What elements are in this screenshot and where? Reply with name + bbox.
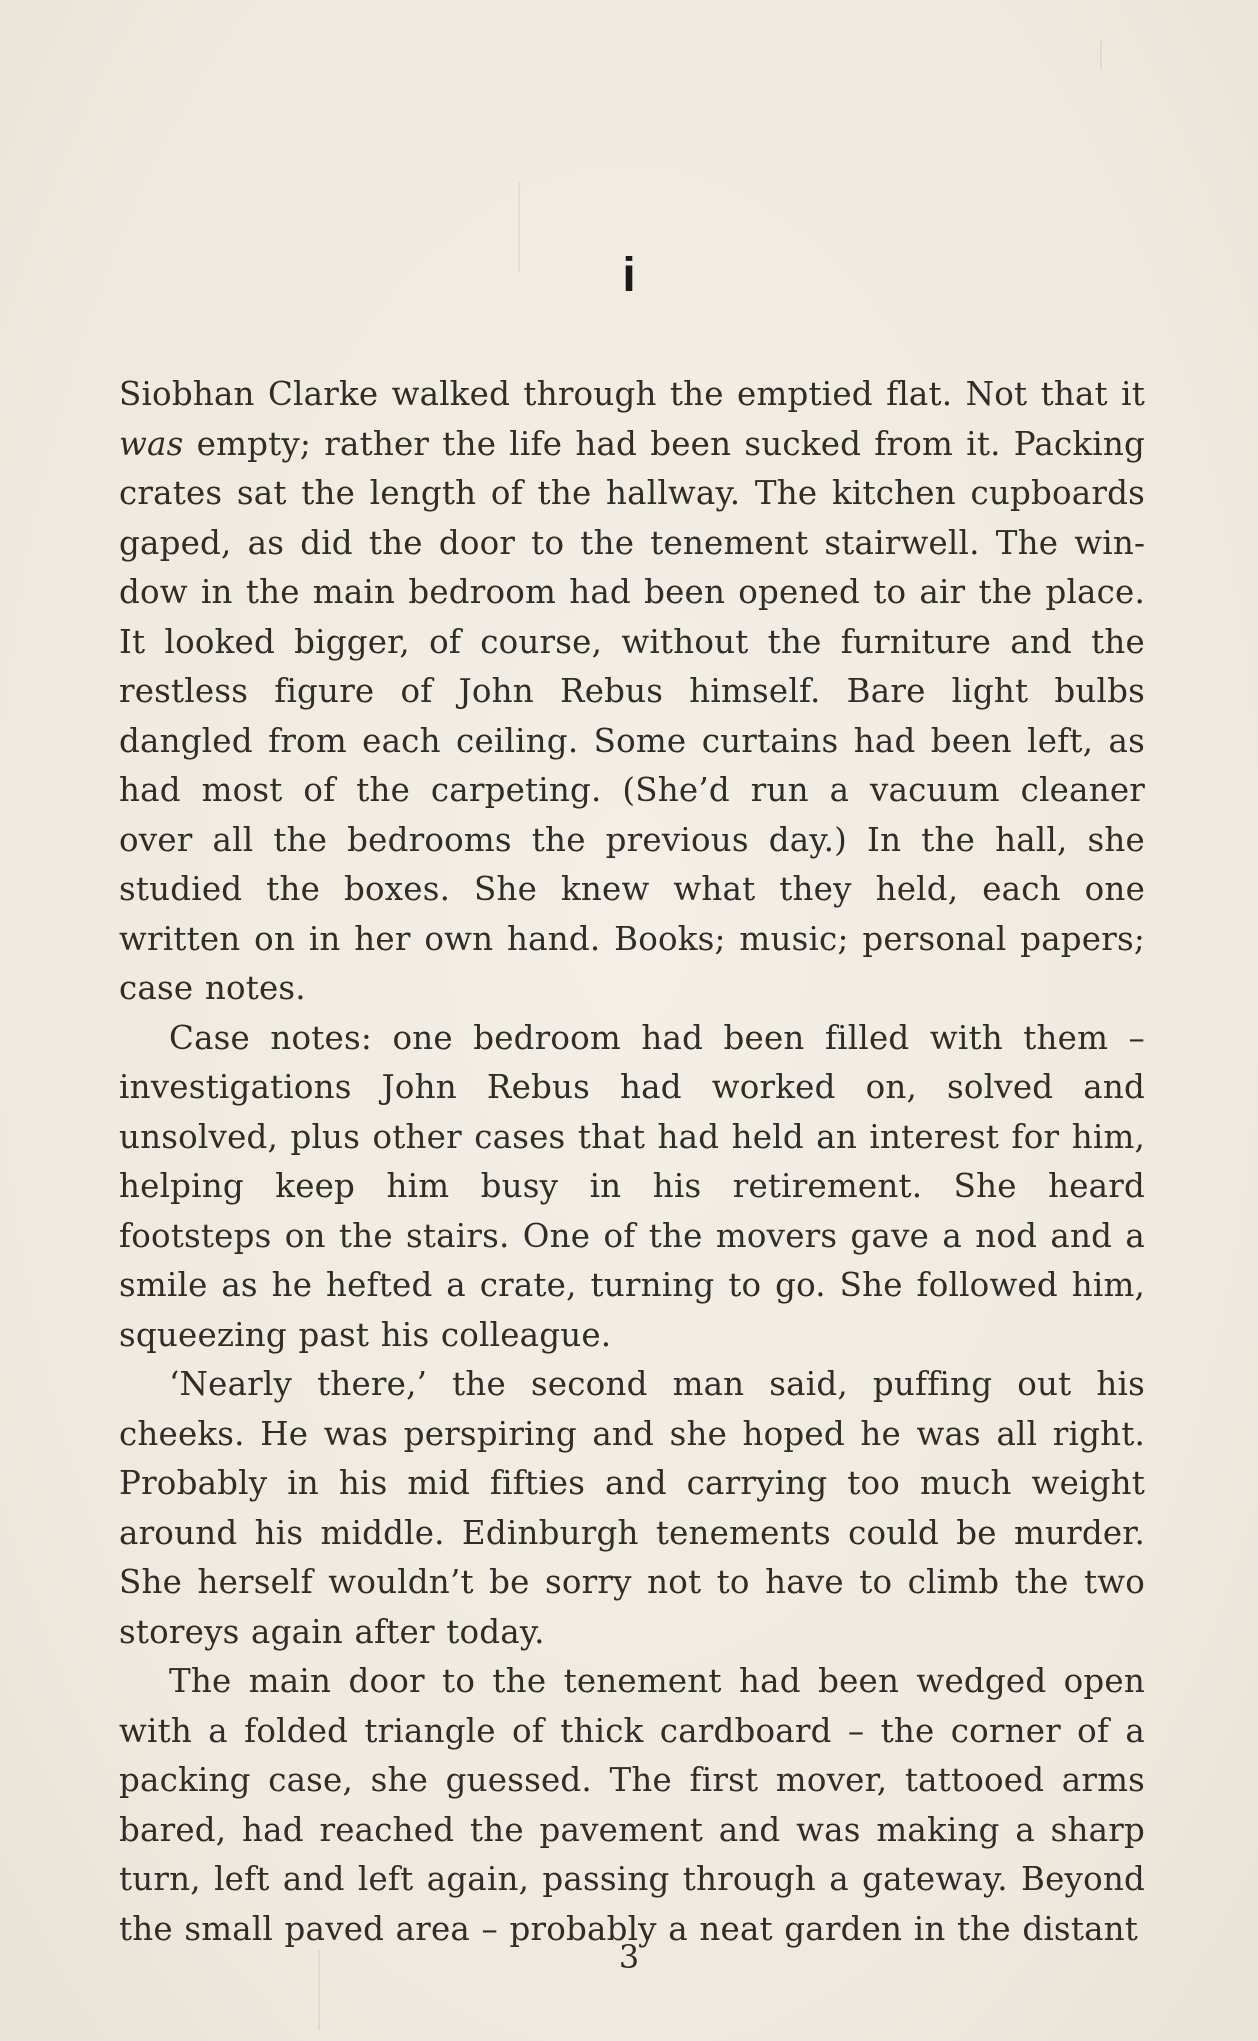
chapter-number: i xyxy=(622,249,636,302)
body-text xyxy=(119,370,1145,1954)
page-number: 3 xyxy=(618,1938,640,1976)
paragraph-text: Siobhan Clarke walked through the emptied flat. Not that it xyxy=(119,375,1145,413)
paragraph-text: empty; rather the life had been sucked from it. Packing crates sat the length of the hallway. The kitchen cupboards gaped, as did the door to the tenement stairwell. The window in the main bedroom had been opened to air the place. It looked bigger, of course, without the furniture and the restless figure of John Rebus himself. Bare light bulbs dangled from each ceiling. Some curtains had been left, as had most of the carpeting. (She’d run a vacuum cleaner over all the bedrooms the previous day.) In the hall, she studied the boxes. She knew what they held, each one written on in her own hand. Books; music; personal papers; case notes. xyxy=(119,424,1145,1007)
paragraph xyxy=(119,1657,1145,1954)
paragraph-text: The main door to the tenement had been wedged open with a folded triangle of thick cardboard – the corner of a packing case, she guessed. The first mover, tattooed arms bared, had reached the pavement and was making a sharp turn, left and left again, passing through a gateway. Beyond the small paved area – probably a neat garden in the distant xyxy=(119,1662,1145,1948)
paragraph xyxy=(119,370,1145,1014)
paragraph-text: Case notes: one bedroom had been filled with them – investigations John Rebus had worked on, solved and unsolved, plus other cases that had held an interest for him, helping keep him busy in his retirement. She heard footsteps on the stairs. One of the movers gave a nod and a smile as he hefted a crate, turning to go. She followed him, squeezing past his colleague. xyxy=(119,1018,1145,1354)
italic-text: was xyxy=(119,424,184,463)
paragraph xyxy=(119,1360,1145,1657)
show-through-mark xyxy=(1100,40,1102,70)
paragraph-text: ‘Nearly there,’ the second man said, puffing out his cheeks. He was perspiring and she hoped he was all right. Probably in his mid fifties and carrying too much weight around his middle. Edinburgh tenements could be murder. She herself wouldn’t be sorry not to have to climb the two storeys again after today. xyxy=(119,1365,1145,1651)
paragraph xyxy=(119,1014,1145,1361)
